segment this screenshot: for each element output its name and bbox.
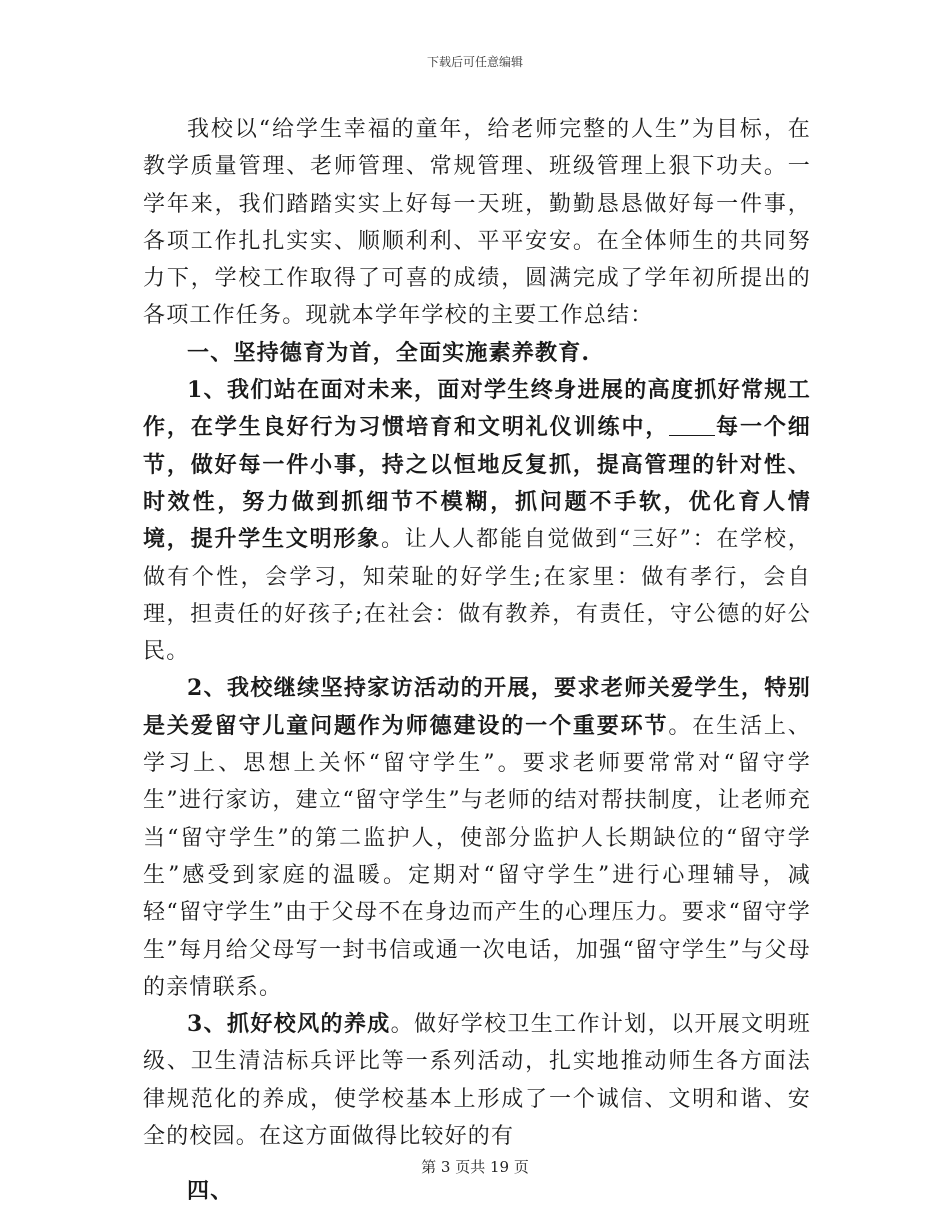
- paragraph-1: [143, 372, 811, 670]
- paragraph-2: [143, 670, 811, 1006]
- document-body: [143, 111, 811, 1211]
- paragraph-3-rest: 。做好学校卫生工作计划，以开展文明班级、卫生清洁标兵评比等一系列活动，扎实地推动师生各方面法律规范化的养成，使学校基本上形成了一个诚信、文明和谐、安全的校园。在这方面做得比较好的有: [143, 1012, 811, 1150]
- fill-in-blank: [669, 417, 715, 436]
- paragraph-2-rest: 。在生活上、学习上、思想上关怀“留守学生”。要求老师要常常对“留守学生”进行家访，建立“留守学生”与老师的结对帮扶制度，让老师充当“留守学生”的第二监护人，使部分监护人长期缺位的“留守学生”感受到家庭的温暖。定期对“留守学生”进行心理辅导，减轻“留守学生”由于父母不在身边而产生的心理压力。要求“留守学生”每月给父母写一封书信或通一次电话，加强“留守学生”与父母的亲情联系。: [143, 713, 811, 1000]
- section-heading-4: 四、: [187, 1178, 234, 1205]
- paragraph-2-bold: 2、我校继续坚持家访活动的开展，要求老师关爱学生，特别是关爱留守儿童问题作为师德建设的一个重要环节: [143, 675, 811, 739]
- page-footer: 第 3 页共 19 页: [421, 1158, 529, 1176]
- paragraph-3: [143, 1006, 811, 1155]
- paragraph-1-bold-a: 1、我们站在面对未来，面对学生终身进展的高度抓好常规工作，在学生良好行为习惯培育和文明礼仪训练中，: [143, 377, 811, 441]
- paragraph-1-rest: 。让人人都能自觉做到“三好”：在学校，做有个性，会学习，知荣耻的好学生;在家里：做有孝行，会自理，担责任的好孩子;在社会：做有教养，有责任，守公德的好公民。: [143, 527, 811, 665]
- paragraph-3-bold: 3、抓好校风的养成: [187, 1011, 391, 1038]
- page-header: 下载后可任意编辑: [426, 55, 523, 69]
- intro-paragraph: 我校以“给学生幸福的童年，给老师完整的人生”为目标，在教学质量管理、老师管理、常规管理、班级管理上狠下功夫。一学年来，我们踏踏实实上好每一天班，勤勤恳恳做好每一件事，各项工作扎扎实实、顺顺利利、平平安安。在全体师生的共同努力下，学校工作取得了可喜的成绩，圆满完成了学年初所提出的各项工作任务。现就本学年学校的主要工作总结：: [143, 117, 811, 329]
- section-heading-1: 一、坚持德育为首，全面实施素养教育.: [187, 339, 591, 366]
- paragraph-1-bold-b: 每一个细节，做好每一件小事，持之以恒地反复抓，提高管理的针对性、时效性，努力做到抓细节不模糊，抓问题不手软，优化育人情境，提升学生文明形象: [143, 414, 811, 553]
